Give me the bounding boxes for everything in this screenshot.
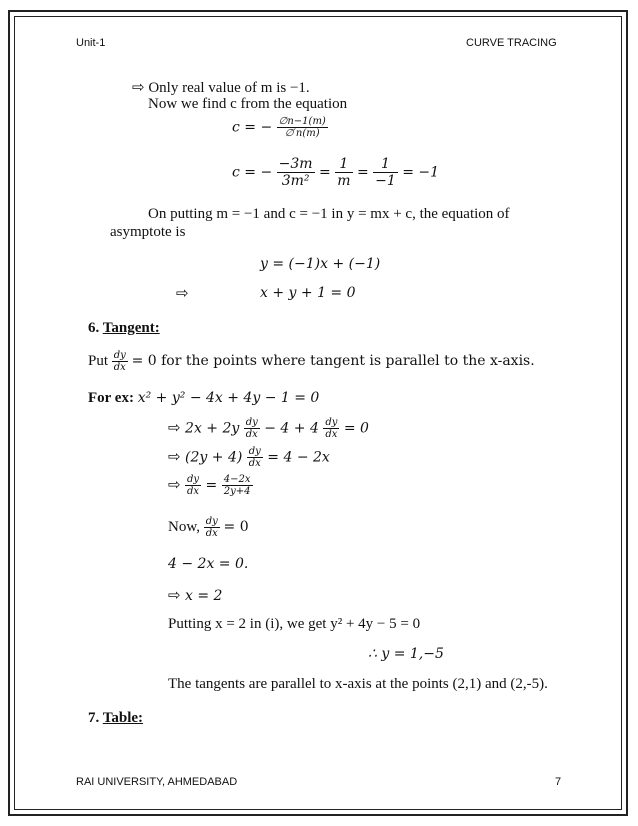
equation-asymptote-final: x + y + 1 = 0 [260, 285, 356, 301]
paragraph-putting: On putting m = −1 and c = −1 in y = mx + c, the equation of [148, 206, 510, 222]
footer-page-number: 7 [555, 776, 562, 788]
arrow-icon: ⇨ [168, 586, 181, 604]
paragraph-asymptote: asymptote is [110, 224, 186, 240]
equation-c-value: c = − $\frac{-3m}{\text{3m²}}$ = $\frac{1}{m}$ = $\frac{1}{-1}$ = −1 [232, 156, 440, 189]
line-asymptote-result [176, 284, 189, 303]
paragraph-conclusion: The tangents are parallel to x-axis at the points (2,1) and (2,-5). [168, 676, 548, 692]
derivative-step-1: ⇨ 2x + 2y $\frac{dy}{dx}$ − 4 + 4 $\frac{dy}{dx}$ = 0 [168, 417, 369, 440]
solution-step-2: ⇨ x = 2 [168, 586, 223, 604]
section-heading-table: 7. Table: [88, 710, 144, 726]
line-find-c: Now we find c from the equation [148, 96, 348, 112]
now-line: Now, $\frac{dy}{dx}$ = 0 [168, 516, 249, 539]
footer-university: RAI UNIVERSITY, AHMEDABAD [76, 776, 238, 788]
derivative-step-3: ⇨ $\frac{dy}{dx}$ = $\frac{4-2x}{2y+4}$ [168, 474, 251, 497]
equation-c-ratio: c = − $\frac{\emptyset n-1(m)}{\emptyset'n(m)}$ [232, 116, 326, 139]
arrow-icon: ⇨ [168, 447, 181, 466]
arrow-icon: ⇨ [176, 284, 189, 302]
derivative-step-2: ⇨ (2y + 4) $\frac{dy}{dx}$ = 4 − 2x [168, 446, 330, 469]
header-title: CURVE TRACING [466, 37, 557, 49]
section-heading-tangent: 6. Tangent: [88, 320, 160, 336]
arrow-icon: ⇨ [132, 78, 145, 96]
therefore-line: ∴ y = 1,−5 [368, 646, 444, 662]
solution-step-1: 4 − 2x = 0. [168, 556, 249, 572]
equation-asymptote: y = (−1)x + (−1) [260, 256, 381, 272]
arrow-icon: ⇨ [168, 475, 181, 494]
paragraph-putting-x2: Putting x = 2 in (i), we get y² + 4y − 5 = 0 [168, 616, 421, 632]
header-unit: Unit-1 [76, 37, 106, 49]
arrow-icon: ⇨ [168, 418, 181, 437]
line-real-value: ⇨ Only real value of m is −1. [132, 78, 310, 96]
paragraph-put-dydx: Put $\frac{dy}{dx}$ = 0 for the points where tangent is parallel to the x-axis. [88, 350, 535, 373]
example-equation: For ex: x² + y² − 4x + 4y − 1 = 0 [88, 390, 320, 406]
